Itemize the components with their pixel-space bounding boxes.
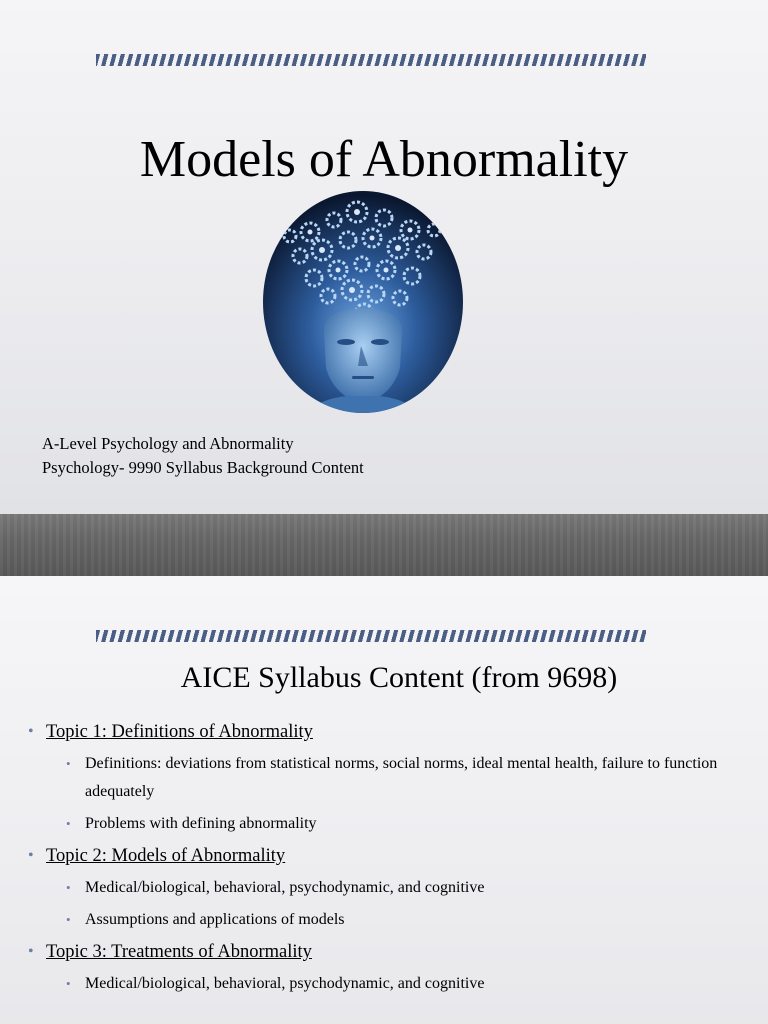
topic-item: [0, 842, 768, 934]
sub-item: [0, 906, 768, 934]
bullet-dot-icon: •: [66, 756, 71, 771]
sub-item-text: Assumptions and applications of models: [85, 911, 345, 928]
topic-label: Topic 3: Treatments of Abnormality: [46, 942, 312, 962]
subtitle-line: Psychology- 9990 Syllabus Background Content: [42, 458, 364, 477]
decorative-stripe: [96, 630, 646, 642]
slide-subtitle: [42, 432, 364, 480]
head-with-gears-image: [262, 190, 464, 414]
topic-item: [0, 938, 768, 998]
sub-item: [0, 874, 768, 902]
content-slide: [0, 576, 768, 1024]
topic-heading: [0, 842, 768, 872]
sub-item-text: Medical/biological, behavioral, psychodynamic, and cognitive: [85, 975, 485, 992]
subtitle-line: A-Level Psychology and Abnormality: [42, 434, 294, 453]
topic-heading: [0, 938, 768, 968]
bullet-dot-icon: •: [28, 847, 34, 864]
topic-item: [0, 718, 768, 838]
sub-item-text: Definitions: deviations from statistical norms, social norms, ideal mental health, failure to function adequately: [85, 755, 718, 800]
topic-list: [0, 718, 768, 1002]
bullet-dot-icon: •: [66, 880, 71, 895]
sub-item: [0, 970, 768, 998]
topic-label: Topic 2: Models of Abnormality: [46, 846, 286, 866]
bullet-dot-icon: •: [28, 943, 34, 960]
decorative-stripe: [96, 54, 646, 66]
bullet-dot-icon: •: [66, 912, 71, 927]
slide-separator: [0, 514, 768, 576]
bullet-dot-icon: •: [66, 816, 71, 831]
slide-title: Models of Abnormality: [139, 131, 629, 188]
sub-item-text: Medical/biological, behavioral, psychodynamic, and cognitive: [85, 879, 485, 896]
sub-item: [0, 750, 768, 806]
topic-heading: [0, 718, 768, 748]
slide-title: AICE Syllabus Content (from 9698): [180, 661, 618, 694]
bullet-dot-icon: •: [66, 976, 71, 991]
sub-item: [0, 810, 768, 838]
sub-item-text: Problems with defining abnormality: [85, 815, 317, 832]
bullet-dot-icon: •: [28, 723, 34, 740]
topic-label: Topic 1: Definitions of Abnormality: [46, 722, 313, 742]
